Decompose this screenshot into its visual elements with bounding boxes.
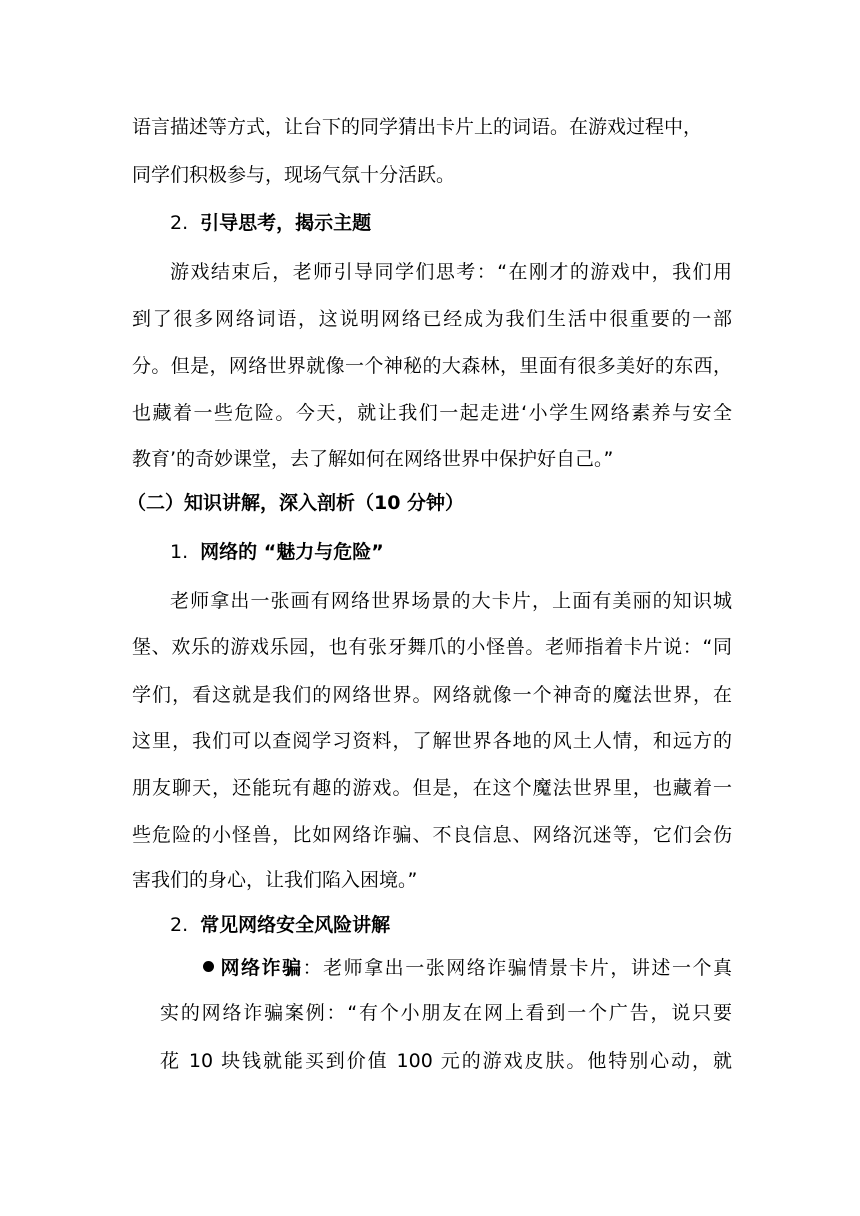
section-heading-knowledge: （二）知识讲解，深入剖析（10 分钟） [127,492,465,514]
paragraph-line: 游戏结束后，老师引导同学们思考：“在刚才的游戏中，我们用 [170,261,732,283]
subheading-security-risks [170,912,390,938]
paragraph-line: 老师拿出一张画有网络世界场景的大卡片，上面有美丽的知识城 [170,590,732,612]
subheading-number: 2. [170,914,189,936]
subheading-text: 网络的 “魅力与危险” [200,541,384,563]
paragraph-line: 些危险的小怪兽，比如网络诈骗、不良信息、网络沉迷等，它们会伤 [132,824,732,846]
subheading-number: 2. [170,212,189,234]
paragraph-line: 也藏着一些危险。今天，就让我们一起走进‘小学生网络素养与安全 [132,402,732,424]
paragraph-line: 学们，看这就是我们的网络世界。网络就像一个神奇的魔法世界，在 [132,684,732,706]
paragraph-line: 语言描述等方式，让台下的同学猜出卡片上的词语。在游戏过程中， [132,116,703,138]
subheading-text: 引导思考，揭示主题 [200,212,372,234]
bullet-item-fraud [203,955,732,981]
paragraph-line: 实的网络诈骗案例：“有个小朋友在网上看到一个广告，说只要 [160,1002,732,1024]
bullet-text: ：老师拿出一张网络诈骗情景卡片，讲述一个真 [302,957,732,979]
subheading-text: 常见网络安全风险讲解 [200,914,391,936]
paragraph-line: 教育’的奇妙课堂，去了解如何在网络世界中保护好自己。” [132,448,614,470]
paragraph-line: 花 10 块钱就能买到价值 100 元的游戏皮肤。他特别心动，就 [160,1050,732,1072]
subheading-guide-thinking [170,210,371,236]
paragraph-line: 分。但是，网络世界就像一个神秘的大森林，里面有很多美好的东西， [132,355,732,377]
subheading-network-charm [170,539,384,565]
paragraph-line: 害我们的身心，让我们陷入困境。” [132,869,418,891]
paragraph-line: 同学们积极参与，现场气氛十分活跃。 [132,164,456,186]
paragraph-line: 堡、欢乐的游戏乐园，也有张牙舞爪的小怪兽。老师指着卡片说：“同 [132,636,732,658]
subheading-number: 1. [170,541,189,563]
bullet-label: 网络诈骗 [219,957,303,979]
paragraph-line: 这里，我们可以查阅学习资料，了解世界各地的风土人情，和远方的 [132,730,732,752]
paragraph-line: 到了很多网络词语，这说明网络已经成为我们生活中很重要的一部 [132,308,732,330]
paragraph-line: 朋友聊天，还能玩有趣的游戏。但是，在这个魔法世界里，也藏着一 [132,777,732,799]
bullet-icon [203,961,214,972]
